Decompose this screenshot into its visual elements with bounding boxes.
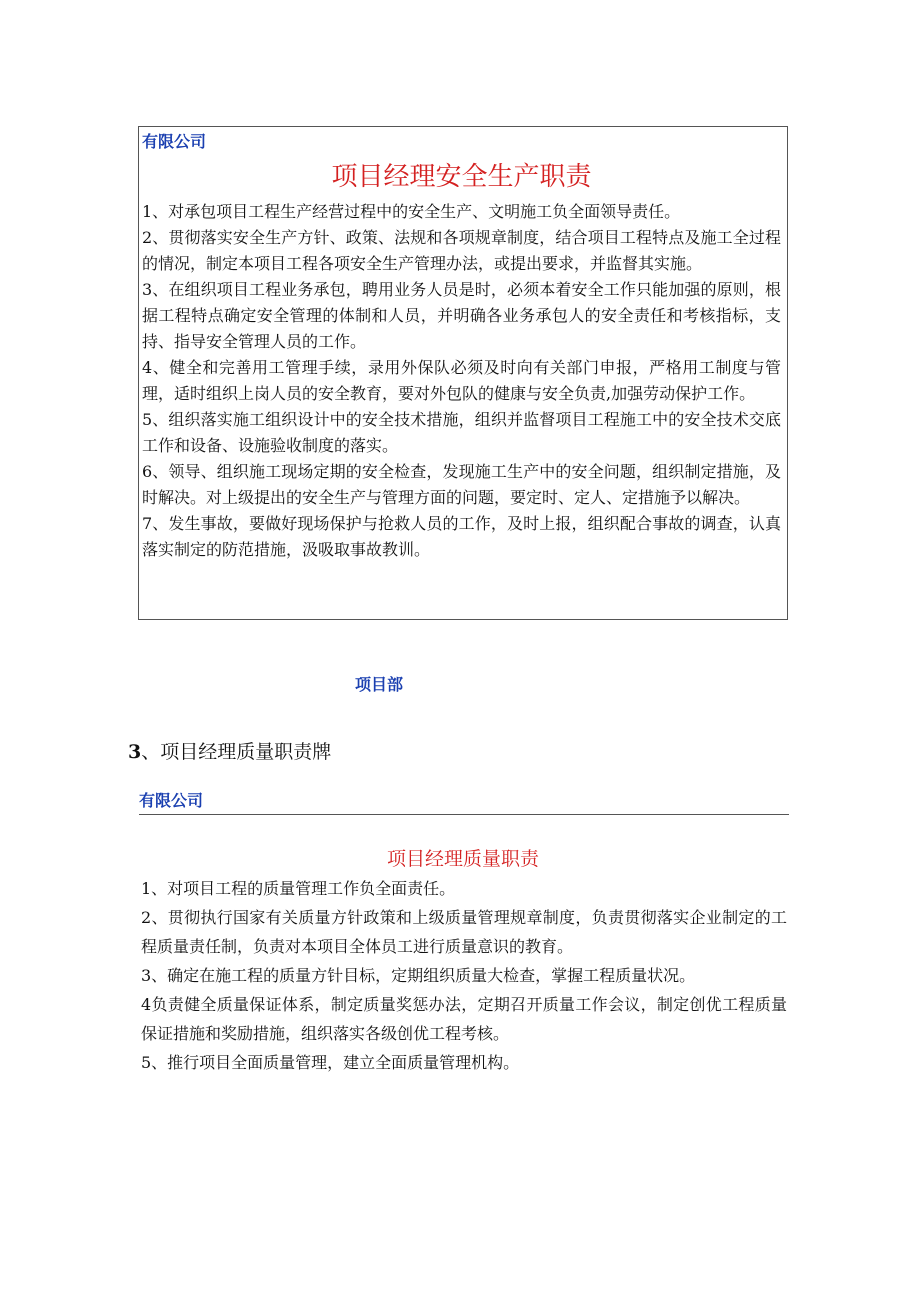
duty-item: 2、贯彻落实安全生产方针、政策、法规和各项规章制度，结合项目工程特点及施工全过程的情况，制定本项目工程各项安全生产管理办法，或提出要求，并监督其实施。 xyxy=(142,228,781,273)
duty-item: 7、发生事故，要做好现场保护与抢救人员的工作，及时上报，组织配合事故的调查，认真落实制定的防范措施，汲吸取事故教训。 xyxy=(142,514,781,559)
duty-item: 3、在组织项目工程业务承包，聘用业务人员是时，必须本着安全工作只能加强的原则，根据工程特点确定安全管理的体制和人员，并明确各业务承包人的安全责任和考核指标，支持、指导安全管理人员的工作。 xyxy=(142,280,781,351)
safety-duties-board xyxy=(138,126,788,620)
quality-duties-title: 项目经理质量职责 xyxy=(386,848,539,870)
department-label: 项目部 xyxy=(355,675,404,694)
duty-item: 5、推行项目全面质量管理，建立全面质量管理机构。 xyxy=(141,1053,520,1072)
section-number: 3 xyxy=(128,741,142,763)
section-heading xyxy=(128,738,331,766)
duty-item: 5、组织落实施工组织设计中的安全技术措施，组织并监督项目工程施工中的安全技术交底工作和设备、设施验收制度的落实。 xyxy=(142,410,781,455)
duty-item: 1、对项目工程的质量管理工作负全面责任。 xyxy=(141,879,456,898)
duty-item: 4、健全和完善用工管理手续，录用外保队必须及时向有关部门申报，严格用工制度与管理，适时组织上岗人员的安全教育，要对外包队的健康与安全负责,加强劳动保护工作。 xyxy=(142,358,781,403)
duty-item: 1、对承包项目工程生产经营过程中的安全生产、文明施工负全面领导责任。 xyxy=(142,202,681,221)
quality-duties-list xyxy=(141,874,787,1077)
company-name: 有限公司 xyxy=(142,132,207,151)
safety-duties-title: 项目经理安全生产职责 xyxy=(331,162,592,192)
duty-item: 3、确定在施工程的质量方针目标，定期组织质量大检查，掌握工程质量状况。 xyxy=(141,966,696,985)
duty-item: 2、贯彻执行国家有关质量方针政策和上级质量管理规章制度，负责贯彻落实企业制定的工程质量责任制，负责对本项目全体员工进行质量意识的教育。 xyxy=(141,908,787,956)
section-title: 、项目经理质量职责牌 xyxy=(141,741,332,763)
company-name: 有限公司 xyxy=(139,791,204,810)
quality-board-header xyxy=(139,790,789,815)
duty-item: 6、领导、组织施工现场定期的安全检查，发现施工生产中的安全问题，组织制定措施，及时解决。对上级提出的安全生产与管理方面的问题，要定时、定人、定措施予以解决。 xyxy=(142,462,781,507)
duty-item: 4负责健全质量保证体系，制定质量奖惩办法，定期召开质量工作会议，制定创优工程质量保证措施和奖励措施，组织落实各级创优工程考核。 xyxy=(141,995,787,1043)
